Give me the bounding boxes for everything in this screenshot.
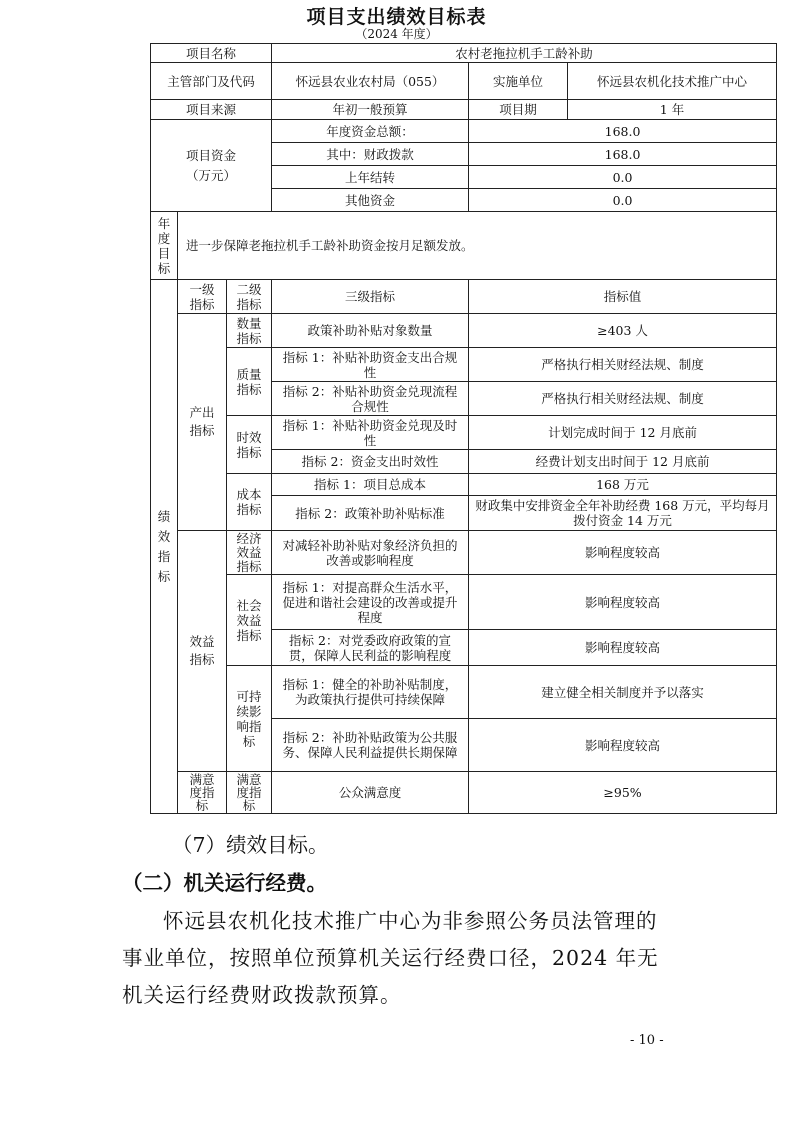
source-label: 项目来源 [151,100,272,120]
table-row [151,44,777,63]
funds-fiscal-value: 168.0 [469,143,777,166]
social-indicator-2-value: 影响程度较高 [469,630,777,666]
sustain-indicator-2-value: 影响程度较高 [469,719,777,772]
timeliness-indicator-1: 指标 1：补贴补助资金兑现及时性 [272,416,469,450]
timeliness-indicator-2: 指标 2：资金支出时效性 [272,450,469,474]
table-row [151,575,777,630]
table-row [151,772,777,814]
cost-indicator-1-value: 168 万元 [469,474,777,496]
social-indicator-label: 社会效益指标 [227,575,272,666]
social-indicator-1-value: 影响程度较高 [469,575,777,630]
sustain-indicator-1-value: 建立健全相关制度并予以落实 [469,666,777,719]
cost-indicator-1: 指标 1：项目总成本 [272,474,469,496]
quality-indicator-2-value: 严格执行相关财经法规、制度 [469,382,777,416]
table-row [151,666,777,719]
output-indicator-label: 产出指标 [178,314,227,531]
col-level2-header: 二级指标 [227,280,272,314]
sustain-indicator-2: 指标 2：补助补贴政策为公共服务、保障人民利益提供长期保障 [272,719,469,772]
source-value: 年初一般预算 [272,100,469,120]
quality-indicator-1-value: 严格执行相关财经法规、制度 [469,348,777,382]
economic-indicator-label: 经济效益指标 [227,531,272,575]
quality-indicator-label: 质量指标 [227,348,272,416]
funds-total-value: 168.0 [469,120,777,143]
table-row [151,280,777,314]
economic-indicator-1: 对减轻补助补贴对象经济负担的改善或影响程度 [272,531,469,575]
funds-other-value: 0.0 [469,189,777,212]
sustain-indicator-label: 可持续影响指标 [227,666,272,772]
dept-value: 怀远县农业农村局（055） [272,63,469,100]
item-7-text: （7）绩效目标。 [172,833,329,857]
funds-other-label: 其他资金 [272,189,469,212]
cost-indicator-2-value: 财政集中安排资金全年补助经费 168 万元，平均每月拨付资金 14 万元 [469,496,777,531]
table-row [151,531,777,575]
quality-indicator-1: 指标 1：补贴补助资金支出合规性 [272,348,469,382]
social-indicator-2: 指标 2：对党委政府政策的宣贯，保障人民利益的影响程度 [272,630,469,666]
table-row [151,314,777,348]
benefit-indicator-label: 效益指标 [178,531,227,772]
project-name-label: 项目名称 [151,44,272,63]
dept-label: 主管部门及代码 [151,63,272,100]
funds-carryover-value: 0.0 [469,166,777,189]
cost-indicator-label: 成本指标 [227,474,272,531]
page-number: - 10 - [630,1033,664,1048]
unit-value: 怀远县农机化技术推广中心 [568,63,777,100]
funds-fiscal-label: 其中：财政拨款 [272,143,469,166]
period-label: 项目期 [469,100,568,120]
annual-goal-text: 进一步保障老拖拉机手工龄补助资金按月足额发放。 [178,212,777,280]
timeliness-indicator-label: 时效指标 [227,416,272,474]
economic-indicator-1-value: 影响程度较高 [469,531,777,575]
quantity-indicator-1-value: ≥403 人 [469,314,777,348]
funds-total-label: 年度资金总额： [272,120,469,143]
unit-label: 实施单位 [469,63,568,100]
col-level3-header: 三级指标 [272,280,469,314]
timeliness-indicator-1-value: 计划完成时间于 12 月底前 [469,416,777,450]
sustain-indicator-1: 指标 1：健全的补助补贴制度，为政策执行提供可持续保障 [272,666,469,719]
table-row [151,212,777,280]
table-year-note: （2024 年度） [355,27,438,41]
table-title: 项目支出绩效目标表 [306,6,487,28]
table-row [151,120,777,143]
satisfaction-indicator-1: 公众满意度 [272,772,469,814]
project-name: 农村老拖拉机手工龄补助 [272,44,777,63]
body-paragraph: 怀远县农机化技术推广中心为非参照公务员法管理的事业单位，按照单位预算机关运行经费口径，2024 年无机关运行经费财政拨款预算。 [122,909,659,1007]
satisfaction-l2-label: 满意度指标 [227,772,272,814]
satisfaction-indicator-1-value: ≥95% [469,772,777,814]
section-heading-2: （二）机关运行经费。 [122,871,327,895]
table-row [151,348,777,382]
social-indicator-1: 指标 1：对提高群众生活水平，促进和谐社会建设的改善或提升程度 [272,575,469,630]
table-row [151,100,777,120]
table-row [151,63,777,100]
table-row [151,416,777,450]
table-row [151,474,777,496]
annual-goal-label: 年度目标 [151,212,178,280]
funds-label: 项目资金（万元） [151,120,272,212]
timeliness-indicator-2-value: 经费计划支出时间于 12 月底前 [469,450,777,474]
satisfaction-l1-label: 满意度指标 [178,772,227,814]
indicators-section-label: 绩效指标 [151,280,178,814]
period-value: 1 年 [568,100,777,120]
funds-carryover-label: 上年结转 [272,166,469,189]
quality-indicator-2: 指标 2：补贴补助资金兑现流程合规性 [272,382,469,416]
quantity-indicator-1: 政策补助补贴对象数量 [272,314,469,348]
quantity-indicator-label: 数量指标 [227,314,272,348]
cost-indicator-2: 指标 2：政策补助补贴标准 [272,496,469,531]
col-level1-header: 一级指标 [178,280,227,314]
performance-goal-table [150,43,777,814]
col-value-header: 指标值 [469,280,777,314]
